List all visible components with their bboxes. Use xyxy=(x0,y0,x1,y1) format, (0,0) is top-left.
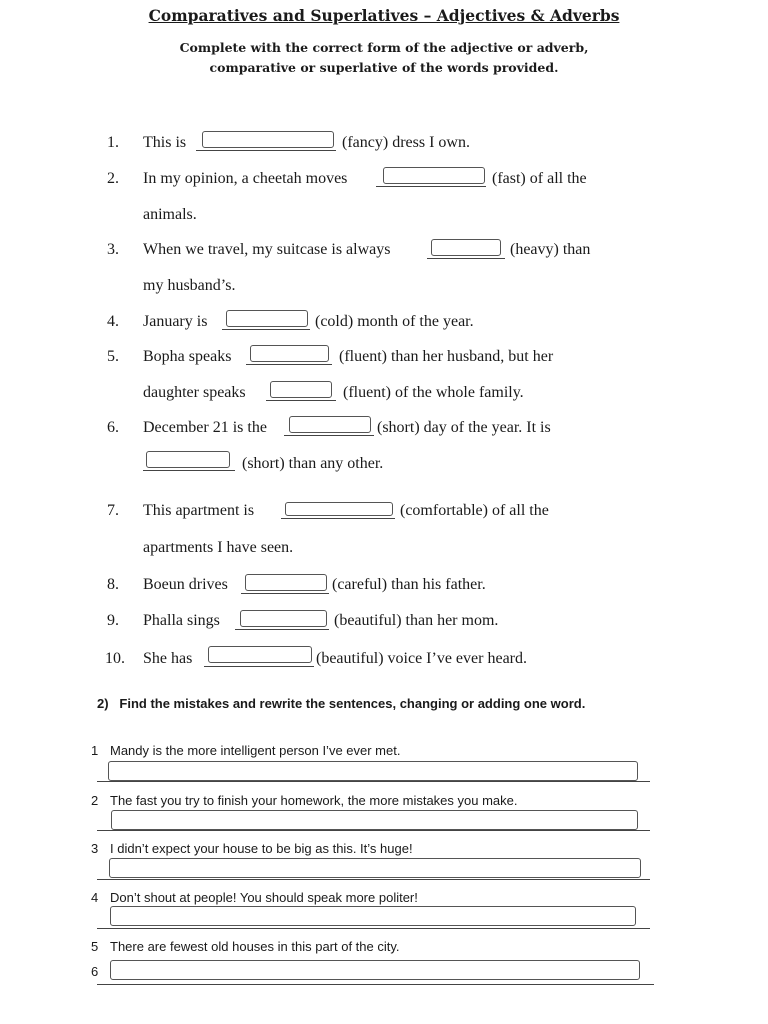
mistake-sentence: There are fewest old houses in this part of the city. xyxy=(110,939,400,954)
item-text-after: (comfortable) of all the xyxy=(400,502,549,519)
mistake-sentence: The fast you try to finish your homework, the more mistakes you make. xyxy=(110,793,518,808)
answer-underline xyxy=(246,364,332,365)
mistake-number: 4 xyxy=(91,890,99,905)
item-text-continued-after: (short) than any other. xyxy=(242,455,384,472)
item-text-after: (short) day of the year. It is xyxy=(377,419,551,436)
rewrite-underline xyxy=(97,879,650,880)
answer-blank-9[interactable] xyxy=(240,610,327,627)
mistake-number: 5 xyxy=(91,939,99,954)
answer-blank-8[interactable] xyxy=(245,574,327,591)
item-text-after: (beautiful) than her mom. xyxy=(334,612,499,629)
item-text-before: In my opinion, a cheetah moves xyxy=(143,170,348,187)
item-text-before: Phalla sings xyxy=(143,612,220,629)
answer-blank-2[interactable] xyxy=(383,167,485,184)
item-number: 10. xyxy=(105,650,125,667)
mistake-sentence: Mandy is the more intelligent person I’ve ever met. xyxy=(110,743,401,758)
mistake-number: 2 xyxy=(91,793,99,808)
item-text-before: Bopha speaks xyxy=(143,348,232,365)
item-number: 5. xyxy=(107,348,119,365)
answer-underline xyxy=(143,470,235,471)
answer-blank-6a[interactable] xyxy=(289,416,371,433)
item-text-continued: animals. xyxy=(143,206,197,223)
answer-underline xyxy=(222,329,310,330)
item-text-continued-after: (fluent) of the whole family. xyxy=(343,384,524,401)
item-text-after: (fast) of all the xyxy=(492,170,587,187)
answer-underline xyxy=(196,150,336,151)
answer-blank-4[interactable] xyxy=(226,310,308,327)
mistake-number: 1 xyxy=(91,743,99,758)
rewrite-box-6[interactable] xyxy=(110,960,640,980)
rewrite-box-4[interactable] xyxy=(110,906,636,926)
item-number: 7. xyxy=(107,502,119,519)
answer-blank-3[interactable] xyxy=(431,239,501,256)
item-text-before: This is xyxy=(143,134,187,151)
answer-underline xyxy=(281,518,395,519)
rewrite-underline xyxy=(97,984,654,985)
item-text-after: (cold) month of the year. xyxy=(315,313,474,330)
item-text-after: (heavy) than xyxy=(510,241,591,258)
answer-blank-5b[interactable] xyxy=(270,381,332,398)
worksheet-title: Comparatives and Superlatives – Adjectives & Adverbs xyxy=(148,6,620,25)
answer-underline xyxy=(284,435,374,436)
item-text-before: January is xyxy=(143,313,208,330)
answer-underline xyxy=(235,629,329,630)
answer-blank-5a[interactable] xyxy=(250,345,329,362)
answer-underline xyxy=(266,400,336,401)
answer-underline xyxy=(241,593,329,594)
answer-blank-6b[interactable] xyxy=(146,451,230,468)
section-2-title: 2) Find the mistakes and rewrite the sentences, changing or adding one word. xyxy=(97,696,586,711)
rewrite-box-2[interactable] xyxy=(111,810,638,830)
item-text-after: (fancy) dress I own. xyxy=(342,134,470,151)
rewrite-box-1[interactable] xyxy=(108,761,638,781)
answer-blank-1[interactable] xyxy=(202,131,334,148)
item-number: 2. xyxy=(107,170,119,187)
mistake-number: 3 xyxy=(91,841,99,856)
mistake-sentence: Don’t shout at people! You should speak more politer! xyxy=(110,890,418,905)
item-text-continued: daughter speaks xyxy=(143,384,246,401)
rewrite-underline xyxy=(97,830,650,831)
item-number: 9. xyxy=(107,612,119,629)
item-number: 4. xyxy=(107,313,119,330)
answer-underline xyxy=(376,186,486,187)
mistake-number: 6 xyxy=(91,964,99,979)
answer-underline xyxy=(204,666,314,667)
answer-underline xyxy=(427,258,505,259)
item-number: 6. xyxy=(107,419,119,436)
instructions-line-1: Complete with the correct form of the adjective or adverb, xyxy=(179,40,589,55)
item-text-after: (careful) than his father. xyxy=(332,576,486,593)
item-text-after: (fluent) than her husband, but her xyxy=(339,348,554,365)
instructions-line-2: comparative or superlative of the words provided. xyxy=(209,60,559,75)
item-number: 3. xyxy=(107,241,119,258)
item-text-before: When we travel, my suitcase is always xyxy=(143,241,391,258)
item-text-before: This apartment is xyxy=(143,502,255,519)
mistake-sentence: I didn’t expect your house to be big as this. It’s huge! xyxy=(110,841,413,856)
rewrite-underline xyxy=(97,781,650,782)
item-text-before: December 21 is the xyxy=(143,419,267,436)
item-text-continued: apartments I have seen. xyxy=(143,539,294,556)
item-text-after: (beautiful) voice I’ve ever heard. xyxy=(316,650,527,667)
item-number: 1. xyxy=(107,134,119,151)
answer-blank-10[interactable] xyxy=(208,646,312,663)
item-text-continued: my husband’s. xyxy=(143,277,236,294)
answer-blank-7[interactable] xyxy=(285,502,393,516)
rewrite-box-3[interactable] xyxy=(109,858,641,878)
item-text-before: Boeun drives xyxy=(143,576,228,593)
item-text-before: She has xyxy=(143,650,193,667)
rewrite-underline xyxy=(97,928,650,929)
item-number: 8. xyxy=(107,576,119,593)
